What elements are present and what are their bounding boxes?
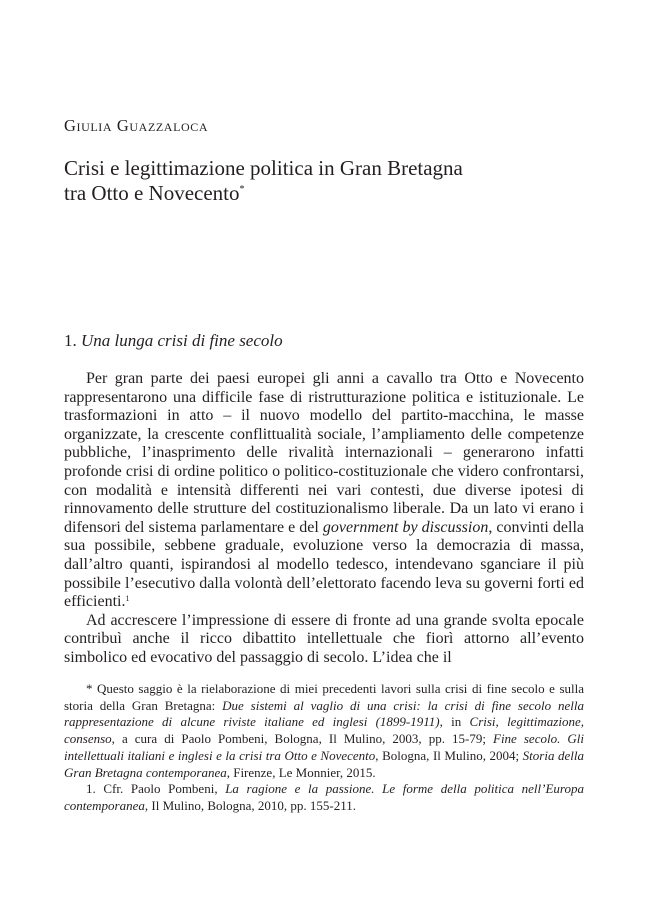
title-line-2: tra Otto e Novecento [64, 180, 240, 205]
title-line-1: Crisi e legittimazione politica in Gran Bretagna [64, 156, 463, 180]
footnote-star-italic-3: Fine secolo. Gli intellettuali italiani e inglesi e la crisi tra Otto e Novecento [64, 731, 584, 763]
section-title: Una lunga crisi di fine secolo [81, 331, 283, 350]
footnote-star-text-e: , Firenze, Le Monnier, 2015. [226, 764, 376, 780]
footnote-star-text-a: * Questo saggio è la rielaborazione di miei precedenti lavori sulla crisi di fine secolo e sulla storia della Gran Bretagna: [64, 681, 584, 713]
paragraph-1 [64, 370, 584, 612]
footnotes [64, 681, 584, 815]
author-name: Giulia Guazzaloca [64, 116, 209, 135]
paragraph-1-text-a: Per gran parte dei paesi europei gli anni a cavallo tra Otto e Novecento rappresentarono una difficile fase di ristrutturazione politica e istituzionale. Le trasformazioni in atto – il nuovo modello del partito-macchina, le masse organizzate, la crescente conflittualità sociale, l’ampliamento delle competenze pubbliche, l’inasprimento delle rivalità internazionali – generarono infatti profonde crisi di ordine politico o politico-costituzionale che videro confrontarsi, con modalità e intensità differenti nei vari contesti, due diverse ipotesi di rinnovamento delle strutture del costituzionalismo liberale. Da un lato vi erano i difensori del sistema parlamentare e del [64, 370, 584, 536]
section-heading [64, 331, 584, 351]
footnote-1-text-a: 1. Cfr. Paolo Pombeni, [86, 781, 226, 797]
footnote-star-text-d: , Bologna, Il Mulino, 2004; [375, 747, 523, 763]
footnote-1 [64, 781, 584, 814]
title-footnote-marker: * [239, 183, 245, 195]
body-text [64, 370, 584, 668]
footnote-1-italic: La ragione e la passione. Le forme della politica nell’Europa contemporanea [64, 781, 585, 813]
footnote-star-italic-2: Crisi, legittimazione, consenso [64, 714, 584, 747]
footnote-star-text-c: , a cura di Paolo Pombeni, Bologna, Il Mulino, 2003, pp. 15-79; [111, 731, 493, 747]
paragraph-1-text-b: , convinti della sua possibile, sebbene graduale, evoluzione verso la democrazia di massa, dall’altro quanti, ispirandosi al modello tedesco, intendevano sganciare il più possibile l’esecutivo dalla volontà dell’elettorato facendo leva su governi forti ed efficienti. [64, 518, 585, 611]
paragraph-2: Ad accrescere l’impressione di essere di fronte ad una grande svolta epocale contribuì anche il ricco dibattito intellettuale che fiorì attorno all’evento simbolico ed evocativo del passaggio di secolo. L’idea che il [64, 611, 584, 666]
footnote-star-italic-1: Due sistemi al vaglio di una crisi: la crisi di fine secolo nella rappresentazione di alcune riviste italiane ed inglesi (1899-1911) [64, 697, 584, 730]
section-number: 1. [64, 331, 81, 350]
footnote-star [64, 681, 584, 781]
footnote-1-text-b: , Il Mulino, Bologna, 2010, pp. 155-211. [144, 797, 356, 813]
paragraph-1-italic: government by discussion [322, 518, 489, 536]
article-title [64, 156, 584, 205]
footnote-reference-1: 1 [125, 594, 130, 604]
footnote-star-italic-4: Storia della Gran Bretagna contemporanea [64, 747, 584, 780]
footnote-star-text-b: , in [439, 714, 470, 730]
